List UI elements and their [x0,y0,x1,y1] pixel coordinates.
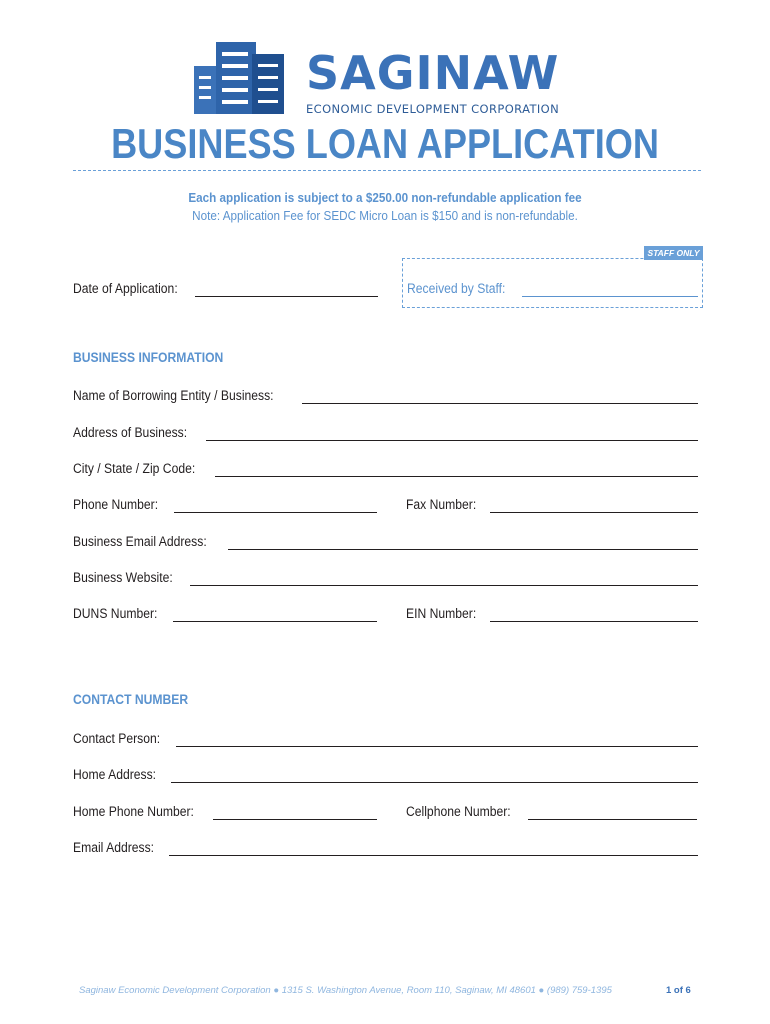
duns-number-input[interactable] [173,621,377,622]
home-phone-field[interactable] [73,800,377,820]
sedc-logo [192,36,592,120]
home-address-input[interactable] [171,782,698,783]
phone-number-label: Phone Number: [73,497,159,512]
fax-number-field[interactable] [406,493,698,513]
home-phone-label: Home Phone Number: [73,804,194,819]
business-website-field[interactable] [73,566,698,586]
contact-email-label: Email Address: [73,840,155,855]
date-of-application-input[interactable] [195,296,378,297]
business-name-input[interactable] [302,403,698,404]
business-email-input[interactable] [228,549,698,550]
page-title: BUSINESS LOAN APPLICATION [111,120,659,167]
business-website-input[interactable] [190,585,698,586]
cellphone-number-field[interactable] [406,800,697,820]
home-phone-input[interactable] [213,819,377,820]
home-address-field[interactable] [73,763,698,783]
business-name-label: Name of Borrowing Entity / Business: [73,388,274,403]
contact-person-input[interactable] [176,746,698,747]
ein-number-field[interactable] [406,602,698,622]
duns-number-label: DUNS Number: [73,606,158,621]
business-website-label: Business Website: [73,570,173,585]
city-state-zip-label: City / State / Zip Code: [73,461,196,476]
cellphone-number-input[interactable] [528,819,697,820]
business-email-field[interactable] [73,530,698,550]
contact-email-input[interactable] [169,855,698,856]
cellphone-number-label: Cellphone Number: [406,804,511,819]
contact-person-label: Contact Person: [73,731,161,746]
phone-number-input[interactable] [174,512,377,513]
city-state-zip-input[interactable] [215,476,698,477]
staff-only-badge: STAFF ONLY [644,246,703,260]
ein-number-input[interactable] [490,621,698,622]
contact-email-field[interactable] [73,836,698,856]
micro-loan-fee-note: Note: Application Fee for SEDC Micro Loan is $150 and is non-refundable. [192,208,578,223]
received-by-staff-field[interactable] [407,277,698,297]
business-information-heading: BUSINESS INFORMATION [73,350,224,365]
business-address-field[interactable] [73,421,698,441]
home-address-label: Home Address: [73,767,157,782]
business-address-label: Address of Business: [73,425,188,440]
page-number: 1 of 6 [666,985,691,996]
received-by-staff-input[interactable] [522,296,698,297]
footer-address: Saginaw Economic Development Corporation ● 1315 S. Washington Avenue, Room 110, Saginaw, MI 48601 ● (989) 759-1395 [79,985,612,996]
business-name-field[interactable] [73,384,698,404]
ein-number-label: EIN Number: [406,606,477,621]
business-email-label: Business Email Address: [73,534,207,549]
date-of-application-field[interactable] [73,277,378,297]
fax-number-input[interactable] [490,512,698,513]
city-state-zip-field[interactable] [73,457,698,477]
business-address-input[interactable] [206,440,698,441]
received-by-staff-label: Received by Staff: [407,281,506,296]
fee-notice: Each application is subject to a $250.00 non-refundable application fee [188,190,582,205]
contact-number-heading: CONTACT NUMBER [73,692,189,707]
logo-name: SAGINAW [306,46,560,100]
fax-number-label: Fax Number: [406,497,477,512]
phone-number-field[interactable] [73,493,377,513]
logo-subtitle: ECONOMIC DEVELOPMENT CORPORATION [306,102,560,116]
contact-person-field[interactable] [73,727,698,747]
buildings-icon [192,36,304,120]
date-of-application-label: Date of Application: [73,281,178,296]
title-divider [73,170,701,171]
duns-number-field[interactable] [73,602,377,622]
